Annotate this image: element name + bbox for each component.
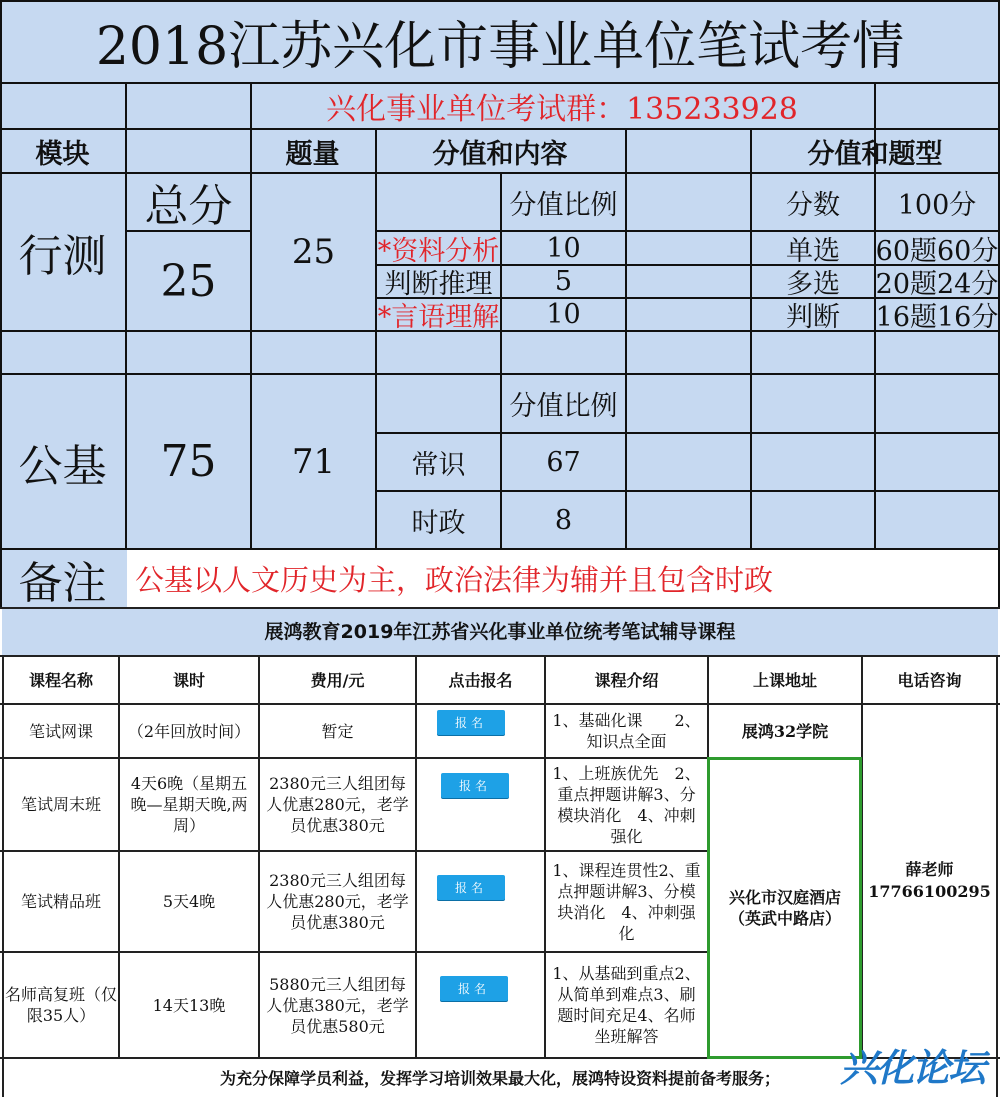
header-type: 分值和题型 xyxy=(807,138,943,170)
course-fee: 暂定 xyxy=(321,721,354,741)
course-banner: 展鸿教育2019年江苏省兴化事业单位统考笔试辅导课程 xyxy=(2,609,998,655)
page-title: 2018江苏兴化市事业单位笔试考情 xyxy=(95,16,905,77)
course-hours: 14天13晚 xyxy=(152,995,226,1015)
header-address: 上课地址 xyxy=(752,670,817,690)
footer-note: 为充分保障学员利益，发挥学习培训效果最大化，展鸿特设资料提前备考服务； xyxy=(219,1068,780,1088)
gongji-total-score: 75 xyxy=(160,436,217,487)
header-content: 分值和内容 xyxy=(432,138,568,170)
contact-phone: 17766100295 xyxy=(868,882,991,901)
xingce-total-score: 25 xyxy=(160,255,217,307)
course-hours: 4天6晚（星期五晚—星期天晚,两周） xyxy=(130,774,248,835)
content-name: *言语理解 xyxy=(377,302,500,330)
header-fee: 费用/元 xyxy=(310,670,365,690)
contact-cell xyxy=(863,705,996,1057)
course-intro: 1、课程连贯性2、重点押题讲解3、分模块消化 4、冲刺强化 xyxy=(552,860,701,943)
course-fee: 5880元三人组团每人优惠380元，老学员优惠580元 xyxy=(266,974,409,1036)
header-count: 题量 xyxy=(285,138,340,170)
enroll-button[interactable]: 报名 xyxy=(437,710,505,735)
content-value: 5 xyxy=(554,266,573,297)
course-hours: （2年回放时间） xyxy=(127,721,251,741)
gongji-question-count: 71 xyxy=(291,441,336,482)
score-label: 分数 xyxy=(786,189,840,221)
module-xingce: 行测 xyxy=(18,231,107,282)
course-intro: 1、基础化课 2、知识点全面 xyxy=(552,711,701,751)
course-hours: 5天4晚 xyxy=(162,892,216,911)
enroll-button[interactable]: 报名 xyxy=(441,773,509,798)
content-name: 判断推理 xyxy=(384,269,493,297)
content-value: 8 xyxy=(554,504,573,536)
type-name: 多选 xyxy=(786,269,840,297)
course-fee: 2380元三人组团每人优惠280元，老学员优惠380元 xyxy=(266,871,409,932)
forum-watermark-logo: 兴化论坛 xyxy=(839,1045,984,1090)
content-value: 10 xyxy=(546,232,581,264)
course-table xyxy=(0,607,1000,1097)
type-detail: 60题60分 xyxy=(876,235,998,264)
type-detail: 20题24分 xyxy=(876,269,998,297)
remark-text: 公基以人文历史为主，政治法律为辅并且包含时政 xyxy=(127,550,998,607)
content-name: *资料分析 xyxy=(377,235,500,264)
course-fee: 2380元三人组团每人优惠280元，老学员优惠380元 xyxy=(266,774,409,835)
course-name: 名师高复班（仅限35人） xyxy=(4,985,117,1025)
course-name: 笔试网课 xyxy=(28,721,93,741)
module-gongji: 公基 xyxy=(18,440,107,492)
ratio-label: 分值比例 xyxy=(509,391,618,422)
content-value: 10 xyxy=(546,299,581,330)
course-address: 兴化市汉庭酒店（英武中路店） xyxy=(728,888,841,928)
header-phone: 电话咨询 xyxy=(897,670,962,690)
qq-group-label: 兴化事业单位考试群：135233928 xyxy=(326,92,798,127)
course-name: 笔试周末班 xyxy=(20,795,101,814)
course-intro: 1、上班族优先 2、重点押题讲解3、分模块消化 4、冲刺强化 xyxy=(552,763,701,846)
score-value: 100分 xyxy=(897,189,977,221)
enroll-button[interactable]: 报名 xyxy=(437,875,505,900)
course-name: 笔试精品班 xyxy=(20,892,101,911)
header-course-name: 课程名称 xyxy=(28,670,93,690)
header-module: 模块 xyxy=(35,138,90,170)
content-value: 67 xyxy=(546,446,581,478)
course-address: 展鸿32学院 xyxy=(741,721,829,741)
xingce-question-count: 25 xyxy=(291,232,336,272)
type-name: 判断 xyxy=(786,302,840,330)
total-label: 总分 xyxy=(144,181,233,230)
content-name: 常识 xyxy=(411,449,466,481)
type-detail: 16题16分 xyxy=(876,302,998,330)
header-intro: 课程介绍 xyxy=(594,670,659,690)
header-hours: 课时 xyxy=(172,670,205,690)
contact-name: 薛老师 xyxy=(905,860,954,879)
type-name: 单选 xyxy=(786,235,840,264)
remark-label: 备注 xyxy=(18,557,107,607)
enroll-button[interactable]: 报名 xyxy=(440,976,508,1001)
course-intro: 1、从基础到重点2、从简单到难点3、刷题时间充足4、名师坐班解答 xyxy=(552,964,701,1046)
ratio-label: 分值比例 xyxy=(509,189,618,221)
header-enroll: 点击报名 xyxy=(448,670,513,690)
content-name: 时政 xyxy=(411,507,466,539)
